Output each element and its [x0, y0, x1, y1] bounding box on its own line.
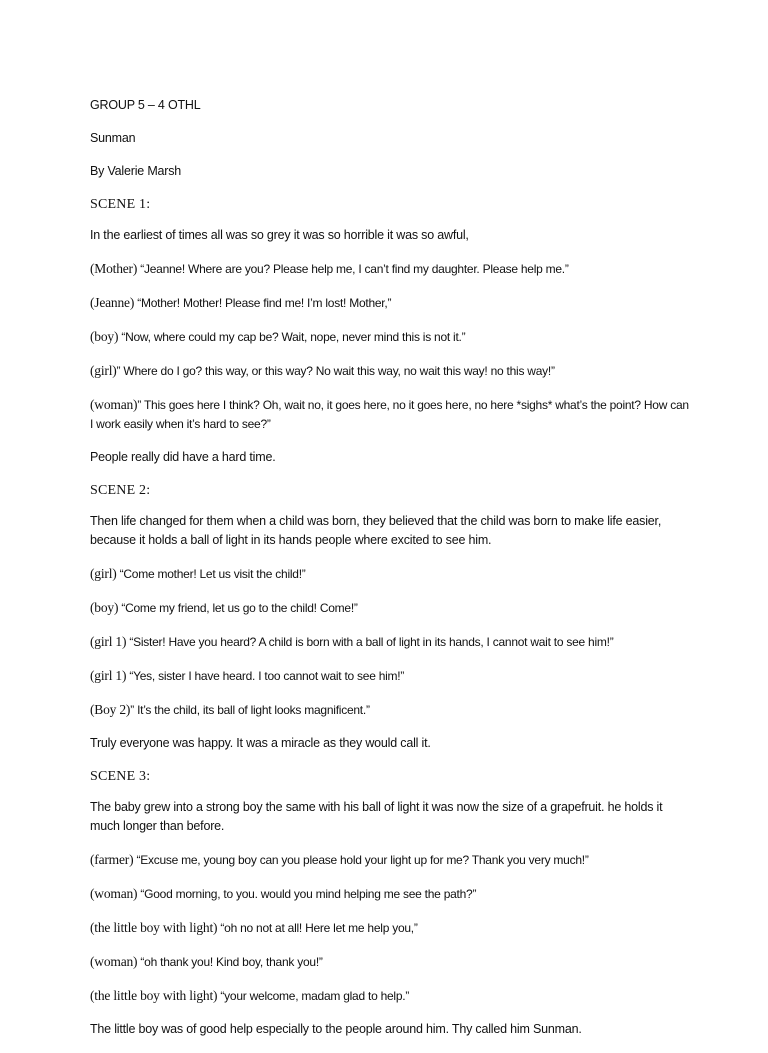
dialogue-text: “oh thank you! Kind boy, thank you!”: [137, 955, 323, 969]
speaker-label: (girl): [90, 363, 117, 378]
speaker-label: (boy): [90, 329, 119, 344]
scene-2-outro: Truly everyone was happy. It was a miracle as they would call it.: [90, 736, 431, 750]
dialogue-text: “oh no not at all! Here let me help you,”: [217, 921, 418, 935]
scene-3-heading: SCENE 3:: [90, 769, 151, 784]
dialogue-text: “Come my friend, let us go to the child! Come!”: [118, 601, 358, 615]
story-title: Sunman: [90, 131, 136, 145]
dialogue-line: [90, 700, 690, 720]
scene-3-intro: The baby grew into a strong boy the same with his ball of light it was now the size of a grapefruit. he holds it much longer than before.: [90, 800, 663, 833]
scene-2-intro: Then life changed for them when a child was born, they believed that the child was born to make life easier, because it holds a ball of light in its hands people where excited to see him.: [90, 514, 662, 547]
dialogue-line: [90, 986, 690, 1006]
dialogue-line: [90, 632, 690, 652]
scene-1-heading: SCENE 1:: [90, 197, 151, 212]
dialogue-line: [90, 952, 690, 972]
speaker-label: (woman): [90, 886, 138, 901]
dialogue-text: “Sister! Have you heard? A child is born with a ball of light in its hands, I cannot wait to see him!”: [126, 635, 614, 649]
dialogue-text: ” It’s the child, its ball of light looks magnificent.”: [130, 703, 370, 717]
scene-1-outro: People really did have a hard time.: [90, 450, 276, 464]
dialogue-line: [90, 564, 690, 584]
dialogue-text: “your welcome, madam glad to help.”: [217, 989, 410, 1003]
dialogue-text: “Yes, sister I have heard. I too cannot wait to see him!”: [126, 669, 405, 683]
dialogue-text: “Mother! Mother! Please find me! I’m lost! Mother,”: [134, 296, 392, 310]
dialogue-text: “Good morning, to you. would you mind helping me see the path?”: [137, 887, 477, 901]
dialogue-line: [90, 598, 690, 618]
speaker-label: (Boy 2): [90, 702, 131, 717]
dialogue-text: “Now, where could my cap be? Wait, nope, never mind this is not it.”: [118, 330, 466, 344]
dialogue-line: [90, 293, 690, 313]
speaker-label: (girl 1): [90, 668, 127, 683]
story-author: By Valerie Marsh: [90, 164, 182, 178]
scene-2-heading: SCENE 2:: [90, 483, 151, 498]
dialogue-text: ” Where do I go? this way, or this way? No wait this way, no wait this way! no this way!”: [116, 364, 555, 378]
group-heading: GROUP 5 – 4 OTHL: [90, 98, 201, 112]
speaker-label: (the little boy with light): [90, 920, 218, 935]
speaker-label: (Jeanne): [90, 295, 135, 310]
speaker-label: (girl 1): [90, 634, 127, 649]
dialogue-line: [90, 395, 690, 434]
dialogue-line: [90, 850, 690, 870]
speaker-label: (girl): [90, 566, 117, 581]
scene-3-outro: The little boy was of good help especially to the people around him. Thy called him Sunman.: [90, 1022, 582, 1036]
speaker-label: (woman): [90, 397, 138, 412]
dialogue-line: [90, 259, 690, 279]
dialogue-line: [90, 327, 690, 347]
dialogue-text: “Excuse me, young boy can you please hold your light up for me? Thank you very much!”: [133, 853, 589, 867]
dialogue-line: [90, 361, 690, 381]
dialogue-text: “Jeanne! Where are you? Please help me, I can’t find my daughter. Please help me.”: [137, 262, 569, 276]
dialogue-line: [90, 666, 690, 686]
dialogue-line: [90, 918, 690, 938]
speaker-label: (the little boy with light): [90, 988, 218, 1003]
speaker-label: (boy): [90, 600, 119, 615]
speaker-label: (Mother): [90, 261, 138, 276]
speaker-label: (woman): [90, 954, 138, 969]
dialogue-text: “Come mother! Let us visit the child!”: [116, 567, 306, 581]
document-body: [90, 96, 690, 1053]
speaker-label: (farmer): [90, 852, 134, 867]
dialogue-text: ” This goes here I think? Oh, wait no, it goes here, no it goes here, no here *sighs* what’s the point? How can I work easily when it’s hard to see?”: [90, 398, 689, 431]
dialogue-line: [90, 884, 690, 904]
scene-1-intro: In the earliest of times all was so grey it was so horrible it was so awful,: [90, 228, 469, 242]
